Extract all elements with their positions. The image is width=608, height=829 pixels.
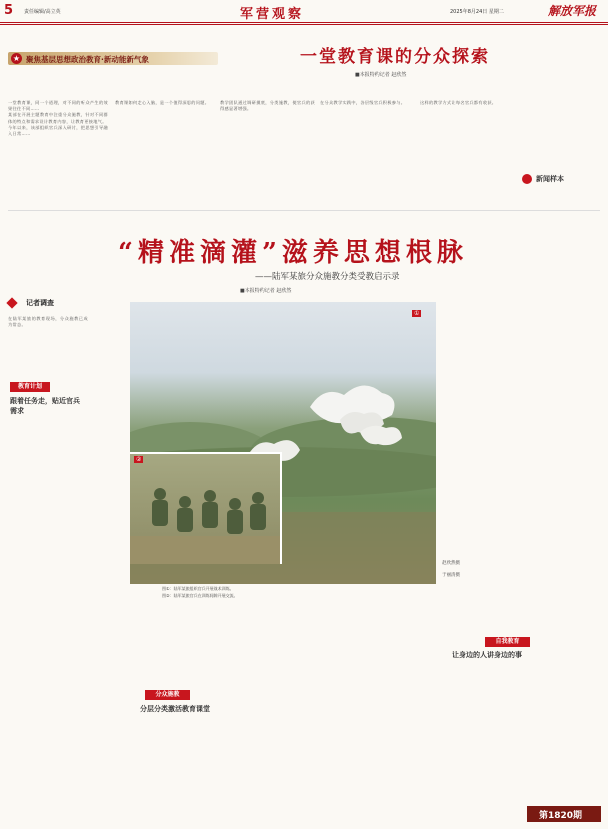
- news-sample-tag: [522, 172, 602, 186]
- photo-credit-2: 于丽清摄: [442, 573, 460, 578]
- editor-info: 责任编辑/高立英: [24, 9, 61, 15]
- article1-byline: ■本报特约记者 赵欣然: [355, 72, 407, 78]
- subheading-fenzhong-badge: 分众施教: [145, 690, 190, 700]
- photo-label-1: ①: [414, 310, 420, 317]
- masthead: [0, 0, 608, 22]
- paragraph: 一堂教育课，同一个道理，对不同的听众产生的效果往往不同……: [8, 100, 108, 112]
- article1-headline: 一堂教育课的分众探索: [300, 47, 490, 67]
- photo-credit: 赵欣然摄: [442, 561, 460, 566]
- paragraph: 今年以来，该部组织官兵深入研讨，把思想引导融入日常……: [8, 124, 108, 137]
- page-number: 5: [4, 3, 14, 18]
- tag-marker: [6, 297, 17, 308]
- photo-label-2: ②: [136, 456, 142, 463]
- article2-column-1: [130, 610, 225, 670]
- paragraph: 某部在开展主题教育中注重分众施教，针对不同群体的特点和需求设计教育内容，让教育更接地气。: [8, 112, 108, 124]
- reporter-survey-tag: [0, 296, 85, 310]
- soldiers-seated-photo: [130, 454, 280, 564]
- article1-column-1: [8, 100, 108, 205]
- article1-column-3: [220, 100, 315, 205]
- subheading-fenzhong-quote: 分层分类激活教育课堂: [140, 704, 210, 713]
- issue-number-box: [527, 806, 601, 822]
- article2-headline: “精准滴灌”滋养思想根脉: [118, 238, 468, 268]
- circle-icon: [522, 174, 532, 184]
- subheading-self-education-badge: 自我教育: [485, 637, 530, 647]
- article2-column-3: [230, 610, 330, 820]
- photo-caption-1: 图①：陆军某旅组织官兵开展战术训练。: [162, 586, 234, 591]
- star-icon: ★: [12, 54, 21, 63]
- divider: [8, 210, 600, 211]
- article2-byline: ■本报特约记者 赵欣然: [240, 288, 292, 294]
- reporter-survey-label: 记者调查: [26, 299, 54, 307]
- right-column-bottom-left: [440, 672, 520, 822]
- right-column-top: [498, 296, 602, 626]
- paragraph: 教育课如何走心入脑，是一个值得深思的问题。: [115, 100, 210, 105]
- photo-caption-2: 图②：陆军某旅官兵在训练间隙开展交流。: [162, 593, 238, 598]
- section-title: 军营观察: [240, 7, 305, 22]
- issue-date: 2025年8月24日 星期二: [450, 9, 504, 15]
- left-column-intro: [8, 316, 88, 376]
- subheading-self-education-quote: 让身边的人讲身边的事: [452, 650, 522, 659]
- article1-column-2: [115, 100, 215, 205]
- article1-column-6: [520, 100, 600, 170]
- paragraph: 在分众教学实践中，各层级官兵积极参与。: [320, 100, 406, 105]
- banner-text: 聚焦基层思想政治教育·新动能新气象: [26, 55, 149, 64]
- subheading-plan-badge: 教育计划: [10, 382, 50, 392]
- article1-column-5: [420, 100, 515, 205]
- article1-column-4: [320, 100, 415, 205]
- subheading-plan-quote: 跟着任务走，贴近官兵需求: [10, 396, 80, 415]
- article2-column-4: [335, 610, 435, 820]
- paragraph: 在陆军某旅的教育现场，分众施教已成为常态。: [8, 316, 88, 328]
- left-column-body: [8, 420, 88, 820]
- news-tag-label: 新闻样本: [536, 175, 564, 183]
- article2-subtitle: ——陆军某旅分众施教分类受教启示录: [255, 272, 400, 282]
- article2-column-2: [130, 730, 225, 820]
- inset-photo: [130, 452, 282, 564]
- main-photo: [130, 302, 436, 584]
- newspaper-logo: 解放军报: [548, 4, 597, 18]
- topic-banner: [8, 52, 218, 65]
- right-column-bottom-right: [525, 640, 603, 800]
- paragraph: 这样的教学方式让每名官兵都有收获。: [420, 100, 497, 105]
- issue-number-label: 第1820期: [539, 811, 583, 821]
- paragraph: 教学团队通过调研摸底，分类施教，使官兵的获得感显著增强。: [220, 100, 315, 112]
